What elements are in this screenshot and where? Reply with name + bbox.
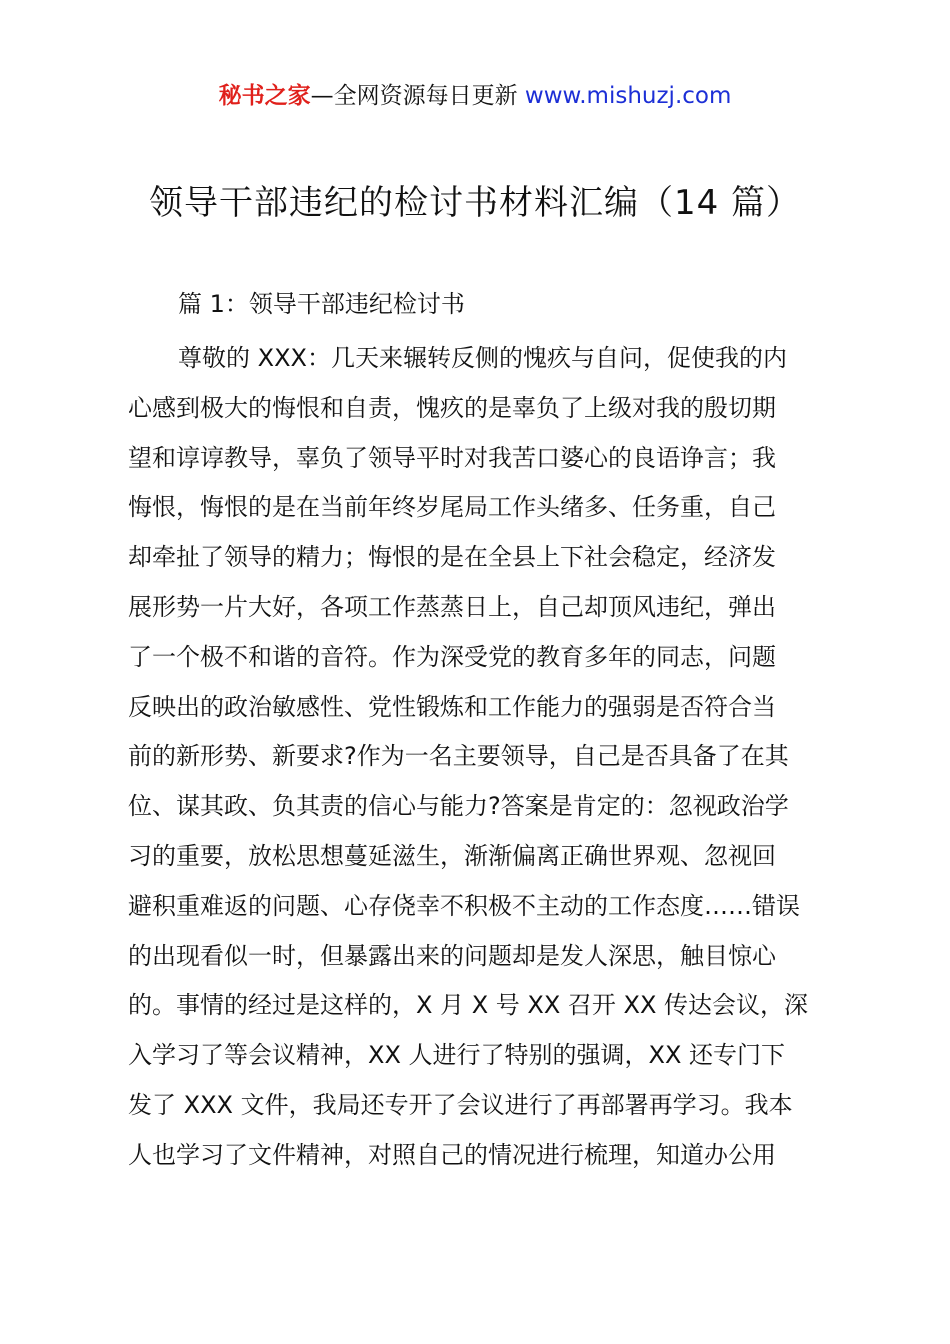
paragraph-line: 悔恨，悔恨的是在当前年终岁尾局工作头绪多、任务重，自己 [128,493,776,522]
paragraph-line: 展形势一片大好，各项工作蒸蒸日上，自己却顶风违纪，弹出 [128,592,776,621]
site-tagline: —全网资源每日更新 [310,83,525,109]
paragraph-line: 望和谆谆教导，辜负了领导平时对我苦口婆心的良语诤言；我 [128,443,776,472]
paragraph-line: 发了 XXX 文件，我局还专开了会议进行了再部署再学习。我本 [128,1090,793,1119]
paragraph-line: 入学习了等会议精神，XX 人进行了特别的强调，XX 还专门下 [128,1041,786,1070]
site-url-link[interactable]: www.mishuzj.com [524,83,732,109]
paragraph-line: 心感到极大的悔恨和自责，愧疚的是辜负了上级对我的殷切期 [128,393,776,422]
paragraph-line: 尊敬的 XXX：几天来辗转反侧的愧疚与自问，促使我的内 [178,344,787,372]
paragraph-line: 人也学习了文件精神，对照自己的情况进行梳理，知道办公用 [128,1140,776,1169]
paragraph-line: 避积重难返的问题、心存侥幸不积极不主动的工作态度……错误 [128,891,800,920]
site-brand: 秘书之家 [218,83,311,109]
paragraph-line: 位、谋其政、负其责的信心与能力?答案是肯定的：忽视政治学 [128,792,789,821]
paragraph-line: 却牵扯了领导的精力；悔恨的是在全县上下社会稳定，经济发 [128,543,776,572]
paragraph-line: 的出现看似一时，但暴露出来的问题却是发人深思，触目惊心 [128,941,776,970]
paragraph-line: 的。事情的经过是这样的，X 月 X 号 XX 召开 XX 传达会议，深 [128,991,809,1020]
paragraph-line: 习的重要，放松思想蔓延滋生，渐渐偏离正确世界观、忽视回 [128,841,776,870]
document-title: 领导干部违纪的检讨书材料汇编（14 篇） [148,183,802,223]
paragraph-line: 前的新形势、新要求?作为一名主要领导，自己是否具备了在其 [128,742,789,771]
body-paragraph [128,334,840,1181]
paragraph-line: 了一个极不和谐的音符。作为深受党的教育多年的同志，问题 [128,642,776,671]
section-heading: 篇 1：领导干部违纪检讨书 [178,290,465,318]
paragraph-line: 反映出的政治敏感性、党性锻炼和工作能力的强弱是否符合当 [128,692,776,721]
site-header [0,80,950,112]
